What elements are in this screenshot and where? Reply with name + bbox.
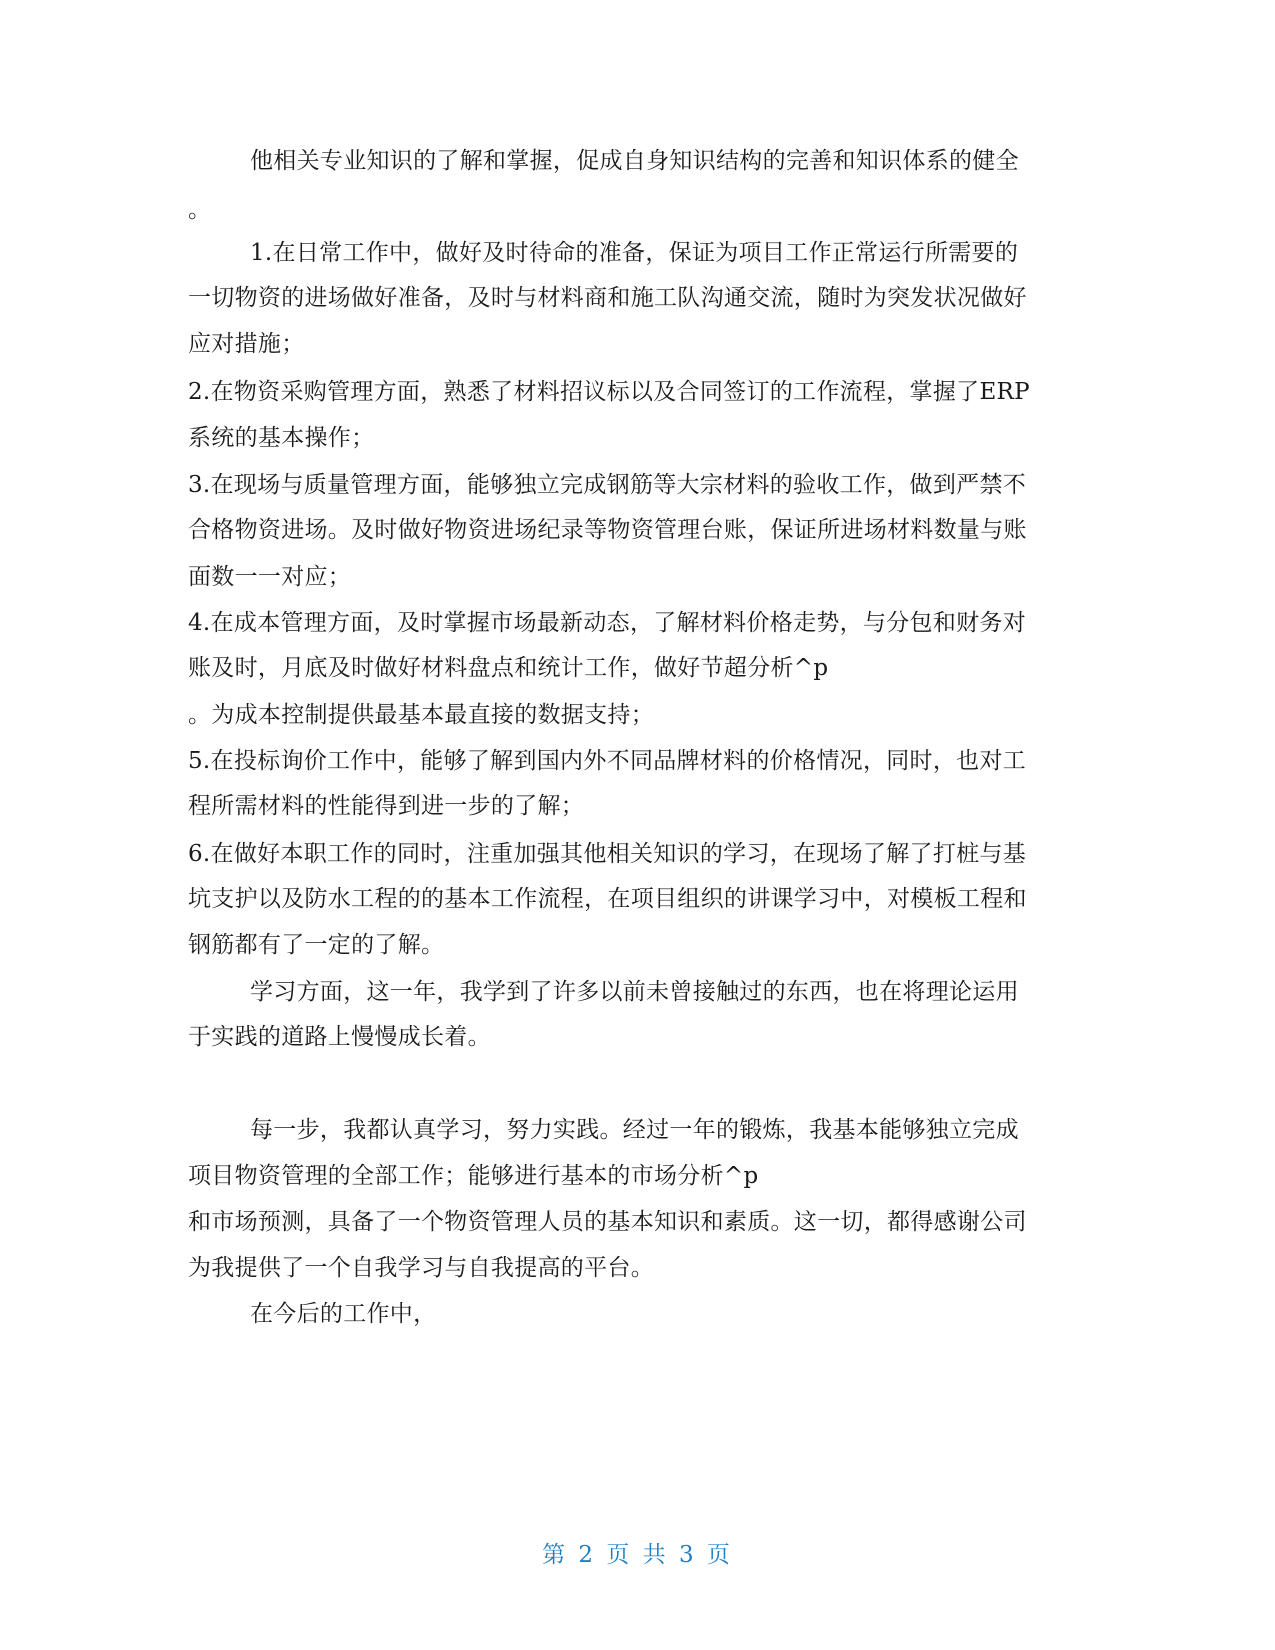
text-line: 1.在日常工作中，做好及时待命的准备，保证为项目工作正常运行所需要的	[250, 240, 1019, 266]
text-line: 4.在成本管理方面，及时掌握市场最新动态，了解材料价格走势，与分包和财务对	[188, 610, 1027, 636]
text-line: 。为成本控制提供最基本最直接的数据支持；	[188, 702, 654, 728]
text-line: 于实践的道路上慢慢成长着。	[188, 1024, 491, 1050]
text-line: 5.在投标询价工作中，能够了解到国内外不同品牌材料的价格情况，同时，也对工	[188, 748, 1027, 774]
text-line: 钢筋都有了一定的了解。	[188, 932, 445, 958]
text-line: 为我提供了一个自我学习与自我提高的平台。	[188, 1255, 654, 1281]
text-line: 项目物资管理的全部工作；能够进行基本的市场分析^p	[188, 1163, 759, 1189]
text-line: 每一步，我都认真学习，努力实践。经过一年的锻炼，我基本能够独立完成	[250, 1117, 1019, 1143]
text-line: 在今后的工作中，	[250, 1301, 437, 1327]
text-line: 应对措施；	[188, 331, 305, 357]
text-line: 6.在做好本职工作的同时，注重加强其他相关知识的学习，在现场了解了打桩与基	[188, 841, 1027, 867]
page-number-footer: 第 2 页 共 3 页	[542, 1542, 733, 1568]
text-line: 坑支护以及防水工程的的基本工作流程，在项目组织的讲课学习中，对模板工程和	[188, 886, 1027, 912]
text-line: 和市场预测，具备了一个物资管理人员的基本知识和素质。这一切，都得感谢公司	[188, 1209, 1027, 1235]
text-line: 系统的基本操作；	[188, 425, 375, 451]
text-line: 一切物资的进场做好准备，及时与材料商和施工队沟通交流，随时为突发状况做好	[188, 285, 1027, 311]
text-line: 学习方面，这一年，我学到了许多以前未曾接触过的东西，也在将理论运用	[250, 979, 1019, 1005]
text-line: 他相关专业知识的了解和掌握，促成自身知识结构的完善和知识体系的健全	[250, 148, 1019, 174]
text-line: 账及时，月底及时做好材料盘点和统计工作，做好节超分析^p	[188, 655, 829, 681]
text-line: 面数一一对应；	[188, 564, 352, 590]
text-line: 合格物资进场。及时做好物资进场纪录等物资管理台账，保证所进场材料数量与账	[188, 517, 1027, 543]
text-line: 3.在现场与质量管理方面，能够独立完成钢筋等大宗材料的验收工作，做到严禁不	[188, 472, 1027, 498]
text-line: 程所需材料的性能得到进一步的了解；	[188, 793, 585, 819]
text-line: 2.在物资采购管理方面，熟悉了材料招议标以及合同签订的工作流程，掌握了ERP	[188, 379, 1030, 405]
text-line: 。	[188, 197, 212, 223]
